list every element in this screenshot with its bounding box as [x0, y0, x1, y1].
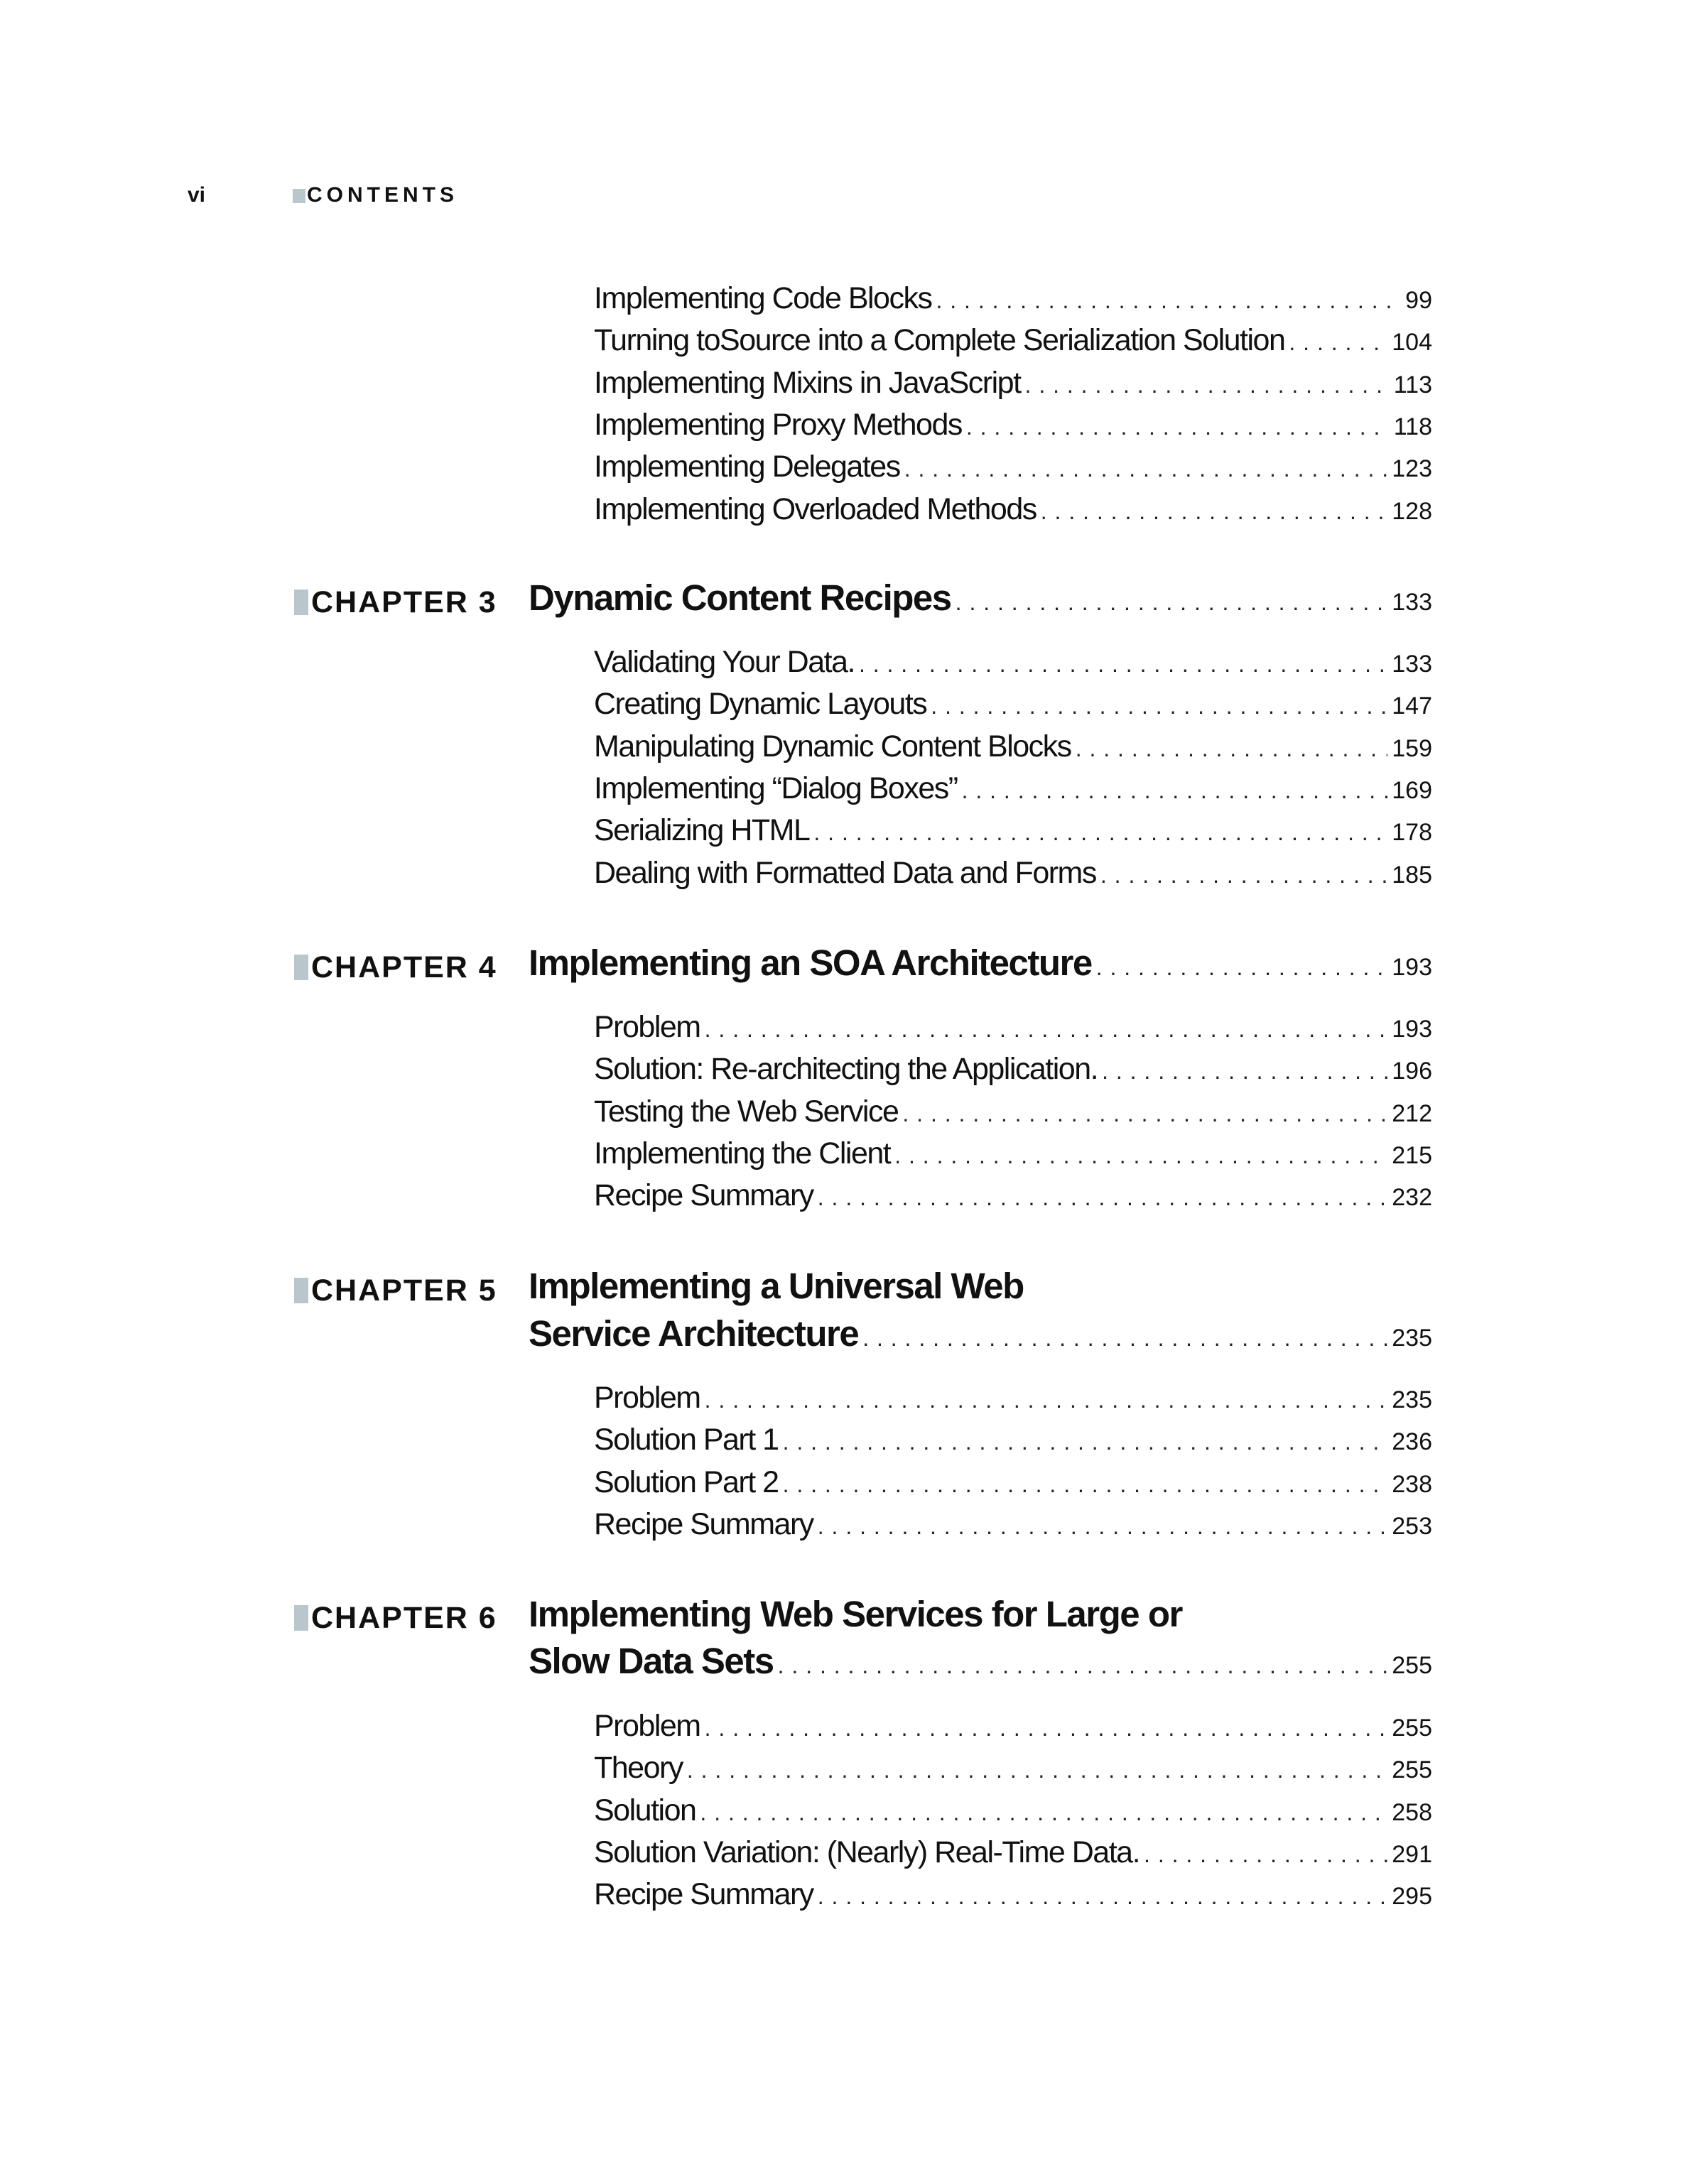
- toc-entry-page: 118: [1393, 413, 1432, 440]
- toc-entry-page: 133: [1392, 651, 1432, 678]
- section-title: CONTENTS: [307, 183, 458, 207]
- toc-entry-page: 236: [1392, 1428, 1432, 1456]
- dot-leader: [902, 1101, 1387, 1127]
- toc-entry[interactable]: [594, 856, 1432, 897]
- chapter-title-line1[interactable]: Implementing Web Services for Large or: [529, 1594, 1182, 1634]
- toc-entry-title: Solution Variation: (Nearly) Real-Time Data.: [594, 1835, 1140, 1869]
- dot-leader: [818, 1514, 1388, 1540]
- toc-entry[interactable]: [594, 450, 1432, 491]
- toc-entry-page: 99: [1405, 287, 1432, 314]
- dot-leader: [1041, 499, 1388, 525]
- toc-entry[interactable]: [594, 729, 1432, 771]
- toc-entry[interactable]: [594, 645, 1432, 686]
- toc-entry[interactable]: [594, 1877, 1432, 1918]
- dot-leader: [894, 1143, 1387, 1169]
- toc-entry-title: Solution Part 2: [594, 1465, 779, 1499]
- toc-entry[interactable]: [594, 1423, 1432, 1464]
- toc-entry-title: Problem: [594, 1381, 700, 1415]
- toc-entry-page: 215: [1392, 1141, 1432, 1169]
- dot-leader: [1144, 1842, 1387, 1868]
- dot-leader: [966, 414, 1390, 440]
- toc-entry-title: Solution: Re-architecting the Application.: [594, 1052, 1098, 1087]
- toc-entry-title: Implementing Mixins in JavaScript: [594, 365, 1021, 400]
- toc-entry[interactable]: [594, 1094, 1432, 1136]
- toc-entry-title: Recipe Summary: [594, 1506, 813, 1541]
- toc-entry-title: Problem: [594, 1010, 700, 1044]
- dot-leader: [931, 693, 1387, 719]
- toc-entry-page: 128: [1392, 497, 1432, 525]
- toc-entry-page: 291: [1392, 1840, 1432, 1868]
- toc-entry-title: Implementing Delegates: [594, 450, 900, 484]
- dot-leader: [962, 778, 1388, 804]
- toc-entry[interactable]: [594, 771, 1432, 813]
- dot-leader: [1076, 736, 1388, 762]
- chapter-marker: [294, 1605, 308, 1631]
- toc-entry[interactable]: [594, 281, 1432, 322]
- dot-leader: [778, 1653, 1388, 1679]
- toc-entry-title: Recipe Summary: [594, 1178, 813, 1213]
- dot-leader: [705, 1387, 1388, 1413]
- dot-leader: [862, 1325, 1387, 1352]
- dot-leader: [1025, 372, 1390, 398]
- toc-entry[interactable]: [594, 1010, 1432, 1051]
- toc-entry-title: Implementing the Client: [594, 1136, 891, 1170]
- dot-leader: [783, 1429, 1388, 1455]
- chapter-page: 235: [1392, 1325, 1432, 1352]
- chapter-title[interactable]: [529, 942, 1432, 984]
- chapter-number: CHAPTER 4: [311, 950, 497, 984]
- toc-entry[interactable]: [594, 1709, 1432, 1750]
- toc-entry-title: Turning toSource into a Complete Serialization Solution: [594, 323, 1285, 358]
- toc-entry[interactable]: [594, 813, 1432, 854]
- running-head: [188, 183, 614, 212]
- toc-entry[interactable]: [594, 1835, 1432, 1876]
- toc-entry[interactable]: [594, 1381, 1432, 1422]
- chapter-number: CHAPTER 6: [311, 1600, 497, 1635]
- toc-entry-title: Implementing “Dialog Boxes”: [594, 771, 958, 805]
- dot-leader: [1100, 862, 1387, 889]
- toc-entry-title: Serializing HTML: [594, 813, 810, 848]
- toc-entry[interactable]: [594, 1178, 1432, 1219]
- chapter-title[interactable]: [529, 1640, 1432, 1682]
- toc-entry-page: 232: [1392, 1184, 1432, 1212]
- dot-leader: [700, 1800, 1387, 1826]
- chapter-number: CHAPTER 3: [311, 585, 497, 619]
- toc-entry-title: Recipe Summary: [594, 1877, 813, 1912]
- dot-leader: [818, 1185, 1388, 1211]
- toc-entry-page: 212: [1392, 1099, 1432, 1127]
- chapter-label: [294, 1271, 497, 1310]
- dot-leader: [936, 288, 1401, 314]
- toc-entry[interactable]: [594, 1052, 1432, 1093]
- dot-leader: [956, 590, 1388, 616]
- toc-entry-page: 235: [1392, 1386, 1432, 1413]
- dot-leader: [783, 1472, 1388, 1498]
- chapter-title-text: Service Architecture: [529, 1313, 859, 1354]
- page-number: vi: [188, 183, 206, 207]
- toc-entry[interactable]: [594, 492, 1432, 533]
- chapter-title-text: Implementing an SOA Architecture: [529, 942, 1092, 983]
- toc-entry-page: 147: [1392, 692, 1432, 720]
- chapter-marker: [294, 955, 308, 980]
- toc-entry-title: Creating Dynamic Layouts: [594, 687, 927, 722]
- toc-entry-page: 185: [1392, 861, 1432, 889]
- chapter-page: 255: [1392, 1652, 1432, 1679]
- chapter-page: 133: [1392, 589, 1432, 616]
- toc-entry-title: Validating Your Data.: [594, 645, 855, 679]
- chapter-title[interactable]: [529, 577, 1432, 619]
- chapter-title[interactable]: [529, 1313, 1432, 1354]
- toc-entry-page: 253: [1392, 1512, 1432, 1540]
- chapter-marker: [294, 590, 308, 615]
- toc-entry[interactable]: [594, 1793, 1432, 1835]
- toc-entry-page: 113: [1393, 371, 1432, 398]
- toc-entry[interactable]: [594, 366, 1432, 407]
- toc-entry-page: 159: [1392, 734, 1432, 762]
- toc-entry-title: Dealing with Formatted Data and Forms: [594, 855, 1096, 890]
- toc-entry[interactable]: [594, 1751, 1432, 1792]
- toc-entry-page: 258: [1392, 1798, 1432, 1826]
- chapter-label: [294, 1598, 497, 1638]
- dot-leader: [1289, 330, 1387, 356]
- toc-entry-title: Solution: [594, 1793, 696, 1827]
- toc-entry[interactable]: [594, 323, 1432, 364]
- toc-entry-title: Manipulating Dynamic Content Blocks: [594, 729, 1071, 764]
- toc-entry-page: 196: [1392, 1058, 1432, 1085]
- toc-entry[interactable]: [594, 687, 1432, 728]
- toc-entry-page: 255: [1392, 1715, 1432, 1742]
- toc-entry[interactable]: [594, 1136, 1432, 1178]
- header-marker: [293, 189, 305, 203]
- dot-leader: [818, 1884, 1388, 1910]
- dot-leader: [859, 651, 1387, 678]
- toc-entry-page: 178: [1392, 819, 1432, 847]
- chapter-number: CHAPTER 5: [311, 1273, 497, 1308]
- toc-entry-title: Theory: [594, 1751, 683, 1786]
- toc-entry-title: Implementing Proxy Methods: [594, 407, 962, 442]
- dot-leader: [705, 1715, 1388, 1742]
- chapter-title-text: Slow Data Sets: [529, 1641, 774, 1681]
- toc-entry-page: 295: [1392, 1883, 1432, 1911]
- toc-entry[interactable]: [594, 1465, 1432, 1506]
- dot-leader: [687, 1757, 1387, 1783]
- toc-entry-title: Solution Part 1: [594, 1423, 779, 1457]
- chapter-title-line1[interactable]: Implementing a Universal Web: [529, 1266, 1024, 1306]
- dot-leader: [813, 820, 1387, 846]
- dot-leader: [1102, 1058, 1387, 1085]
- dot-leader: [1096, 955, 1388, 981]
- chapter-page: 193: [1392, 954, 1432, 981]
- chapter-title-text: Dynamic Content Recipes: [529, 577, 951, 618]
- chapter-label: [294, 582, 497, 622]
- toc-entry-title: Implementing Overloaded Methods: [594, 491, 1036, 526]
- toc-entry-page: 104: [1392, 329, 1432, 357]
- toc-entry-page: 238: [1392, 1470, 1432, 1498]
- toc-entry-page: 169: [1392, 776, 1432, 804]
- toc-entry-page: 123: [1392, 455, 1432, 483]
- toc-entry[interactable]: [594, 408, 1432, 449]
- toc-entry-title: Problem: [594, 1709, 700, 1743]
- dot-leader: [904, 456, 1388, 482]
- toc-entry[interactable]: [594, 1507, 1432, 1548]
- toc-entry-page: 193: [1392, 1016, 1432, 1043]
- dot-leader: [705, 1016, 1388, 1043]
- chapter-label: [294, 947, 497, 987]
- toc-entry-page: 255: [1392, 1756, 1432, 1784]
- chapter-marker: [294, 1278, 308, 1303]
- toc-entry-title: Implementing Code Blocks: [594, 281, 932, 315]
- toc-entry-title: Testing the Web Service: [594, 1094, 899, 1129]
